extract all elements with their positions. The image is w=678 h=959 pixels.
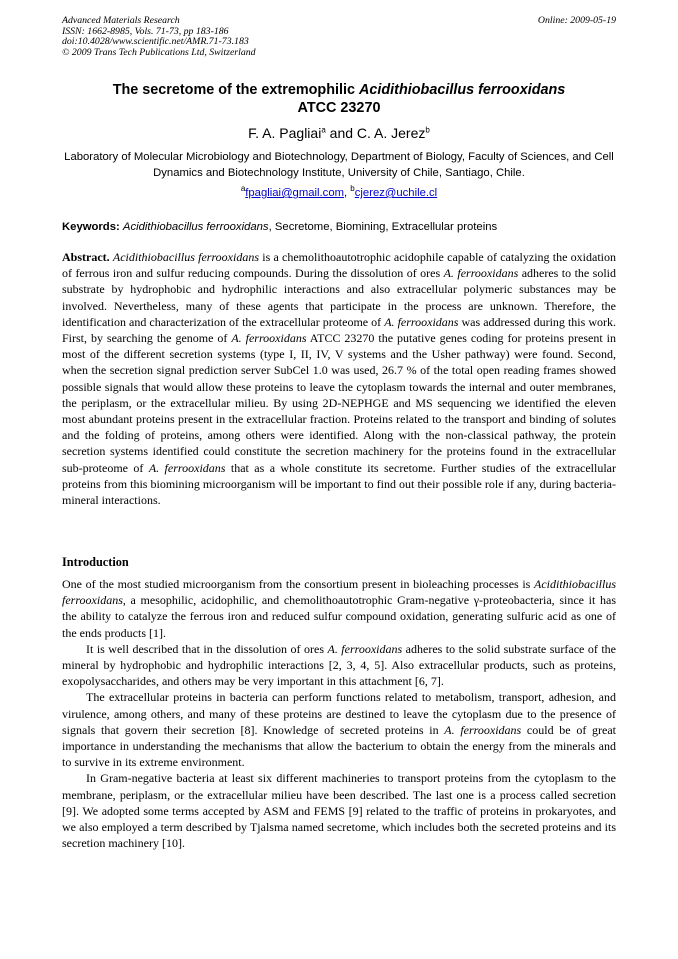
author-2-marker: b — [425, 125, 430, 135]
keywords — [62, 220, 616, 234]
species-name: A. ferrooxidans — [443, 266, 519, 281]
title-species: Acidithiobacillus ferrooxidans — [359, 82, 566, 98]
species-name: A. ferrooxidans — [327, 641, 403, 656]
journal-doi: doi:10.4028/www.scientific.net/AMR.71-73.183 — [62, 36, 249, 47]
email-2-marker: b — [350, 184, 355, 194]
email-link-1[interactable]: fpagliai@gmail.com — [245, 187, 345, 199]
intro-text: adheres to the solid substrate surface of the mineral by hydrophobic and hydrophilic interactions [2, 3, 4, 5]. Also extracellular products, such as proteins, exopolysaccharides, and others may be very important in this attachment [6, 7]. — [62, 641, 616, 689]
abstract-label: Abstract. — [62, 250, 110, 264]
intro-paragraph-3 — [62, 689, 616, 770]
email-1-marker: a — [240, 184, 246, 194]
journal-name: Advanced Materials Research — [62, 15, 180, 26]
intro-paragraph-2 — [62, 641, 616, 690]
author-line — [62, 124, 616, 142]
journal-issn: ISSN: 1662-8985, Vols. 71-73, pp 183-186 — [62, 25, 229, 37]
species-name: A. ferrooxidans — [148, 460, 226, 475]
email-line — [62, 186, 616, 200]
author-2: C. A. Jerez — [356, 125, 426, 141]
affiliation: Laboratory of Molecular Microbiology and Biotechnology, Department of Biology, Faculty of Sciences, and Cell Dynamics and Biotechnology Institute, University of Chile, Santiago, Chile. — [64, 151, 614, 179]
intro-text: could be of great importance in understanding the mechanisms that allow the bacterium to obtain the energy from the minerals and to survive in its extreme environment. — [62, 722, 616, 770]
species-name: Acidithiobacillus ferrooxidans — [112, 250, 259, 264]
author-1-marker: a — [321, 125, 326, 135]
introduction-body — [62, 576, 616, 851]
abstract-text: adheres to the solid substrate by hydrophobic and hydrophilic interactions and also extracellular polymeric substances may be involved. Nevertheless, many of these agents that participate in the process are unknown. Therefore, the identification and characterization of the extracellular proteome of — [62, 266, 617, 329]
species-name: A. ferrooxidans — [384, 314, 459, 329]
online-date: Online: 2009-05-19 — [537, 15, 616, 26]
title-strain: ATCC 23270 — [297, 99, 381, 116]
email-separator: , — [344, 187, 351, 199]
species-name: A. ferrooxidans — [444, 722, 522, 737]
intro-text: One of the most studied microorganism from the consortium present in bioleaching processes is — [62, 577, 534, 591]
species-name: A. ferrooxidans — [231, 331, 307, 346]
species-name: Acidithiobacillus ferrooxidans — [62, 577, 616, 608]
abstract-text: that as a whole constitute its secretome. Further studies of the extracellular proteins from this biomining microorganism will be important to find out their possible role if any, during bacteria-mineral interactions. — [62, 460, 616, 508]
journal-copyright: © 2009 Trans Tech Publications Ltd, Switzerland — [62, 46, 256, 58]
intro-text: It is well described that in the dissolution of ores — [86, 641, 328, 656]
author-1: F. A. Pagliai — [248, 125, 322, 141]
intro-paragraph-4: In Gram-negative bacteria at least six different machineries to transport proteins from the cytoplasm to the membrane, periplasm, or the extracellular milieu have been described. The last one is a process called secretion [9]. We adopted some terms accepted by ASM and FEMS [9] related to the traffic of proteins in prokaryotes, and we also employed a term described by Tjalsma named secretome, which includes both the secreted proteins and its secretion machinery [10]. — [62, 771, 616, 851]
keywords-species: Acidithiobacillus ferrooxidans — [122, 221, 269, 233]
author-conjunction: and — [325, 125, 357, 141]
abstract-text: is a chemolithoautotrophic acidophile capable of catalyzing the oxidation of ferrous iron and sulfur reducing compounds. During the dissolution of ores — [62, 250, 616, 281]
abstract — [62, 249, 616, 508]
paper-title — [62, 82, 616, 117]
abstract-paragraph — [62, 249, 616, 508]
intro-text: The extracellular proteins in bacteria can perform functions related to metabolism, transport, adhesion, and virulence, among others, and many of these proteins are destined to leave the cytoplasm due to the presence of signals that govern their secretion [8]. Knowledge of secreted proteins in — [62, 690, 616, 737]
email-link-2[interactable]: cjerez@uchile.cl — [354, 187, 438, 199]
abstract-text: was addressed during this work. First, by searching the genome of — [62, 314, 616, 346]
keywords-label: Keywords: — [62, 221, 120, 233]
journal-header — [62, 16, 616, 58]
intro-text: , a mesophilic, acidophilic, and chemolithoautotrophic Gram-negative γ-proteobacteria, since it has the ability to catalyze the ferrous iron and reduced sulfur compound oxidation, generating sulfuric acid as one of the ends products [1]. — [62, 593, 616, 640]
section-heading-introduction: Introduction — [62, 555, 129, 569]
abstract-text: ATCC 23270 the putative genes coding for proteins present in most of the different secretion systems (type I, II, IV, V systems and the Usher pathway) were found. Second, when the secretion signal prediction server SubCel 1.0 was used, 26.7 % of the total open reading frames showed possible signals that would allow these proteins to leave the cytoplasm towards the internal and outer membranes, the periplasm, or the extracellular milieu. By using 2D-NEPHGE and MS sequencing we identified the eleven most abundant proteins present in the extracellular fraction. Proteins related to the transport and binding of solutes and the folding of proteins, among others were identified. Along with the non-classical pathway, the protein secretion systems identified could constitute the secretion machinery for the proteins found in the extracellular sub-proteome of — [62, 331, 616, 475]
intro-paragraph-1 — [62, 576, 616, 641]
keywords-list: , Secretome, Biomining, Extracellular proteins — [268, 221, 498, 233]
title-text: The secretome of the extremophilic — [112, 82, 359, 98]
